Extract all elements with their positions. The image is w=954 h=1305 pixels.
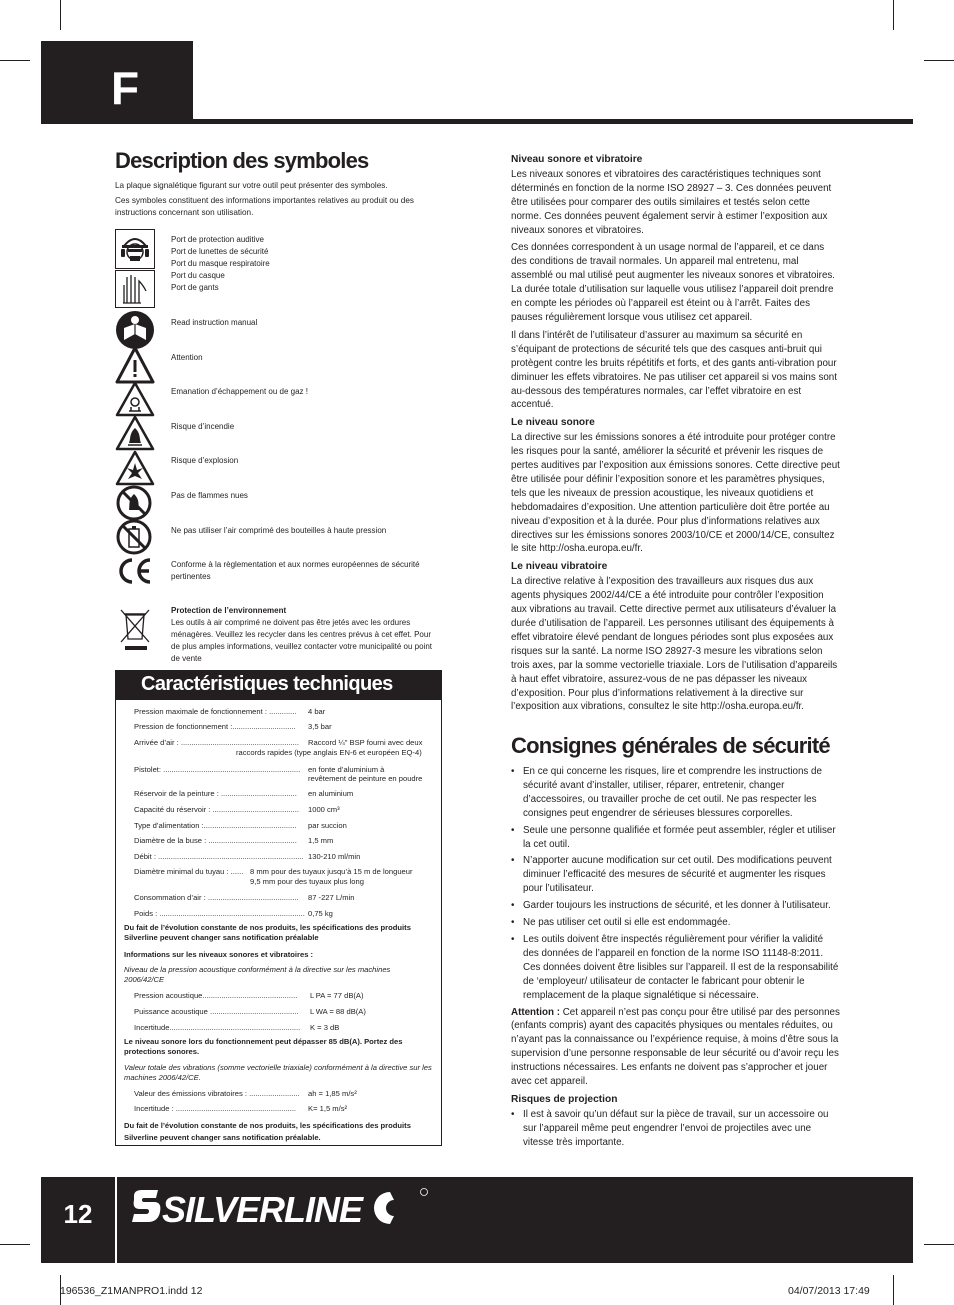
explosion-label: Risque d’explosion <box>171 456 239 465</box>
spec-value: 3,5 bar <box>308 722 332 731</box>
spec-label: Diamètre de la buse : .......................................... <box>134 836 297 845</box>
spec-value: 0,75 kg <box>308 909 333 918</box>
ppe-line: Port de gants <box>171 283 219 292</box>
safety-bullet: • Seule une personne qualifiée et formée peut assembler, régler et utiliser la cet outil. <box>511 824 841 852</box>
crop-mark <box>893 0 894 30</box>
vibration-label: Incertitude : ......................................................... <box>134 1104 297 1113</box>
safety-bullet: • Garder toujours les instructions de sécurité, et les donner à l’utilisateur. <box>511 899 841 913</box>
no-flames-label: Pas de flammes nues <box>171 491 248 500</box>
ppe-head-icon <box>115 229 155 269</box>
gas-label: Emanation d’échappement ou de gaz ! <box>171 387 308 396</box>
spec-value: 87 -227 L/min <box>308 893 355 902</box>
spec-label: Pression de fonctionnement :.............................. <box>134 722 296 731</box>
explosion-risk-icon <box>115 449 155 487</box>
noise-directive: Niveau de la pression acoustique conformément à la directive sur les machines 2006/42/CE <box>124 965 391 984</box>
slug-date: 04/07/2013 17:49 <box>788 1285 870 1297</box>
noise-value: L WA = 88 dB(A) <box>310 1007 366 1016</box>
safety-section <box>511 765 841 1153</box>
read-manual-label: Read instruction manual <box>171 318 258 327</box>
spec-label: Réservoir de la peinture : .................................... <box>134 789 297 798</box>
weee-bin-icon <box>115 605 155 651</box>
spec-label: Pistolet: ................................................................. <box>134 765 301 774</box>
spec-value: 1,5 mm <box>308 836 334 845</box>
symbols-title: Description des symboles <box>115 148 369 173</box>
projection-bullet: • Il est à savoir qu’un défaut sur la pièce de travail, sur un accessoire ou sur l’appareil même peut engendrer l’envoi de projectiles avec une vitesse très importante. <box>511 1108 841 1150</box>
spec-label: Poids : ..................................................................... <box>134 909 305 918</box>
spec-value-line2: raccords rapides (type anglais EN-6 et européen EQ-4) <box>236 748 422 757</box>
vibration-level-paragraph: La directive relative à l’exposition des travailleurs aux risques dus aux agents physiques 2002/44/CE a été introduite pour contrôler l’exposition aux vibrations au travail. Cette directive permet aux utilisateurs d’évaluer la durée d’utilisation de l’appareil. Les personnes utilisant des équipements à effet vibratoire élevé pendant de longues périodes sont plus exposées aux risques sur la santé. La norme ISO 28927-3 mesure les vibrations selon trois axes, par la somme vectorielle triaxiale. Lors de l’utilisation d’appareils à haut effet vibratoire, assurez-vous de ne pas dépasser les niveaux d’exposition. Pour plus d’informations relativement à la directive sur l’exposition aux vibrations, consultez le site http://osha.europa.eu/fr. <box>511 576 838 713</box>
spec-label: Diamètre minimal du tuyau : ...... <box>134 867 244 876</box>
crop-mark <box>60 0 61 30</box>
ppe-line: Port de lunettes de sécurité <box>171 247 269 256</box>
gloves-icon <box>115 270 155 308</box>
spec-value: par succion <box>308 821 347 830</box>
spec-label: Débit : ..................................................................... <box>134 852 304 861</box>
spec-label: Capacité du réservoir : ......................................... <box>134 805 300 814</box>
nv-title: Niveau sonore et vibratoire <box>511 154 643 165</box>
noise-label: Puissance acoustique .......................................... <box>134 1007 299 1016</box>
noise-warning: Le niveau sonore lors du fonctionnement peut dépasser 85 dB(A). Portez des protections sonores. <box>124 1037 403 1056</box>
attention-bold-label: Attention : <box>511 1006 560 1018</box>
env-title: Protection de l’environnement <box>171 606 287 615</box>
noise-value: K = 3 dB <box>310 1023 340 1032</box>
symbols-intro-2: Ces symboles constituent des informations importantes relatives au produit ou des instructions concernant son utilisation. <box>115 196 414 217</box>
crop-mark <box>893 1275 894 1305</box>
ppe-line: Port de protection auditive <box>171 235 264 244</box>
ppe-line: Port du casque <box>171 271 225 280</box>
safety-bullet: • Ne pas utiliser cet outil si elle est endommagée. <box>511 916 841 930</box>
crop-mark <box>924 1244 954 1245</box>
env-text: Les outils à air comprimé ne doivent pas être jetés avec les ordures ménagères. Veuillez les recycler dans les centres prévus à cet effet. Pour de plus amples informations, veuillez contacter votre municipalité ou point de vente <box>171 618 433 663</box>
page-number: 12 <box>41 1177 117 1263</box>
no-bottled-air-label: Ne pas utiliser l’air comprimé des bouteilles à haute pression <box>171 526 387 535</box>
warning-icon <box>115 345 155 385</box>
nv-paragraph: Il dans l’intérêt de l’utilisateur d’assurer au maximum sa sécurité en s’équipant de protections de sécurité tels que des casques anti-bruit qui protègent contre les bruits répétitifs et forts, et des gants anti-vibration pour diminuer les effets vibratoires. Ne pas utiliser cet appareil si vos mains sont au-dessous des températures normales, car l’effet vibratoire en est accentué. <box>511 329 837 411</box>
spec-value: en fonte d’aluminium à <box>308 765 385 774</box>
projection-title: Risques de projection <box>511 1093 618 1105</box>
specs-title: Caractéristiques techniques <box>115 670 442 700</box>
vibration-value: ah = 1,85 m/s² <box>308 1089 357 1098</box>
brand-text: SILVERLINE <box>162 1189 363 1230</box>
spec-notice-2: Du fait de l’évolution constante de nos produits, les spécifications des produits Silverline peuvent changer sans notification préalable. <box>124 1121 411 1142</box>
spec-label: Pression maximale de fonctionnement : ............. <box>134 707 297 716</box>
ce-mark-icon <box>115 553 155 589</box>
fire-risk-icon <box>115 414 155 452</box>
ppe-line: Port du masque respiratoire <box>171 259 270 268</box>
noise-label: Incertitude.............................................................. <box>134 1023 301 1032</box>
nv-paragraph: Ces données correspondent à un usage normal de l’appareil, et ce dans des conditions de travail normales. Un appareil mal entretenu, mal assemblé ou mal utilisé peut augmenter les niveaux sonores et vibratoires. La durée totale d’utilisation sur laquelle vous utilisez l’appareil doit prendre en compte les périodes où l’appareil est éteint ou à l’arrêt. Faites des pauses régulièrement lorsque vous utilisez cet appareil. <box>511 242 836 323</box>
spec-value-line2: 9,5 mm pour des tuyaux plus long <box>250 877 364 886</box>
no-flames-icon <box>115 484 155 522</box>
noise-vibration-section <box>511 153 841 718</box>
symbols-intro-1: La plaque signalétique figurant sur votre outil peut présenter des symboles. <box>115 181 388 190</box>
attention-label: Attention <box>171 353 203 362</box>
attention-text: Cet appareil n’est pas conçu pour être utilisé par des personnes (enfants compris) ayant des capacités physiques ou mentales réduites, ou n’ayant pas la connaissance ou l’expérience requise, à moins d’être sous la supervision d’une personne responsable de leur sécurité ou d’avoir reçu les instructions nécessaires. Les enfants ne doivent pas s’approcher et jouer avec cet appareil. <box>511 1006 840 1088</box>
safety-bullet: • En ce qui concerne les risques, lire et comprendre les instructions de sécurité avant d’installer, utiliser, réparer, entretenir, changer d’accessoires, ou travailler proche de cet outil. Ne pas respecter les consignes peut engendrer de sérieuses blessures corporelles. <box>511 765 841 821</box>
spec-value-line2: revêtement de peinture en poudre <box>308 774 423 783</box>
no-bottled-air-icon <box>115 518 155 556</box>
vibration-value: K= 1,5 m/s² <box>308 1104 348 1113</box>
crop-mark <box>0 60 30 61</box>
read-manual-icon <box>115 310 155 350</box>
fire-label: Risque d’incendie <box>171 422 235 431</box>
spec-value: 1000 cm³ <box>308 805 340 814</box>
noise-title: Informations sur les niveaux sonores et vibratoires : <box>124 950 314 959</box>
section-letter: F <box>41 41 193 124</box>
brand-logo <box>132 1188 432 1239</box>
spec-value: 8 mm pour des tuyaux jusqu’à 15 m de longueur <box>250 867 413 876</box>
slug-file: 196536_Z1MANPRO1.indd 12 <box>60 1285 203 1297</box>
noise-level-paragraph: La directive sur les émissions sonores a été introduite pour protéger contre les risques pour la santé, améliorer la sécurité et prévenir les risques de pertes auditives par l’exposition aux émissions sonores. Cette directive peut être utilisée pour définir l’exposition sonore et les paramètres physiques, tels que les niveaux de pression acoustique, les niveaux quotidiens et hebdomadaires d’exposition. Une attention particulière doit être portée au niveau d’exposition et à la durée. Pour plus d’informations relatives aux directives sur les émissions sonores 2003/10/CE et 2000/14/CE, consultez le site http://osha.europa.eu/fr. <box>511 432 840 555</box>
noise-label: Pression acoustique............................................. <box>134 991 298 1000</box>
vibration-level-title: Le niveau vibratoire <box>511 561 608 573</box>
safety-title: Consignes générales de sécurité <box>511 733 830 758</box>
spec-label: Consommation d’air : ........................................... <box>134 893 299 902</box>
safety-bullet: • N’apporter aucune modification sur cet outil. Des modifications peuvent diminuer l’efficacité des mesures de sécurité et augmenter les risques pour l’utilisateur. <box>511 854 841 896</box>
spec-value: en aluminium <box>308 789 354 798</box>
spec-label: Arrivée d’air : ........................................................ <box>134 738 299 747</box>
spec-value: 4 bar <box>308 707 326 716</box>
vibration-directive: Valeur totale des vibrations (somme vectorielle triaxiale) conformément à la directive sur les machines 2006/42/CE. <box>124 1063 432 1082</box>
spec-label: Type d’alimentation :............................................ <box>134 821 297 830</box>
safety-bullet: • Les outils doivent être inspectés régulièrement pour vérifier la validité des données de l’appareil en fonction de la norme ISO 11148-8:2011. Ces données doivent être lisibles sur l’appareil. Il est de la responsabilité de ‘employeur/ utilisateur de contacter le fabricant pour obtenir le remplacement de la plaque signalétique si nécessaire. <box>511 933 841 1003</box>
spec-value: Raccord ¼" BSP fourni avec deux <box>308 738 423 747</box>
spec-value: 130-210 ml/min <box>308 852 361 861</box>
ce-label: Conforme à la règlementation et aux normes européennes de sécurité pertinentes <box>171 560 420 581</box>
gas-warning-icon <box>115 380 155 418</box>
crop-mark <box>0 1244 30 1245</box>
nv-paragraph: Les niveaux sonores et vibratoires des caractéristiques techniques sont déterminés en fonction de la norme ISO 28927 – 3. Ces données peuvent être utilisées pour comparer des outils similaires et testés selon cette norme. Ces données peuvent également servir à estimer l’exposition aux niveaux sonores et vibratoires. <box>511 168 832 236</box>
crop-mark <box>924 60 954 61</box>
spec-notice: Du fait de l’évolution constante de nos produits, les spécifications des produits Silverline peuvent changer sans notification préalable <box>124 923 411 942</box>
noise-level-title: Le niveau sonore <box>511 417 595 429</box>
vibration-label: Valeur des émissions vibratoires : ........................ <box>134 1089 300 1098</box>
noise-value: L PA = 77 dB(A) <box>310 991 364 1000</box>
